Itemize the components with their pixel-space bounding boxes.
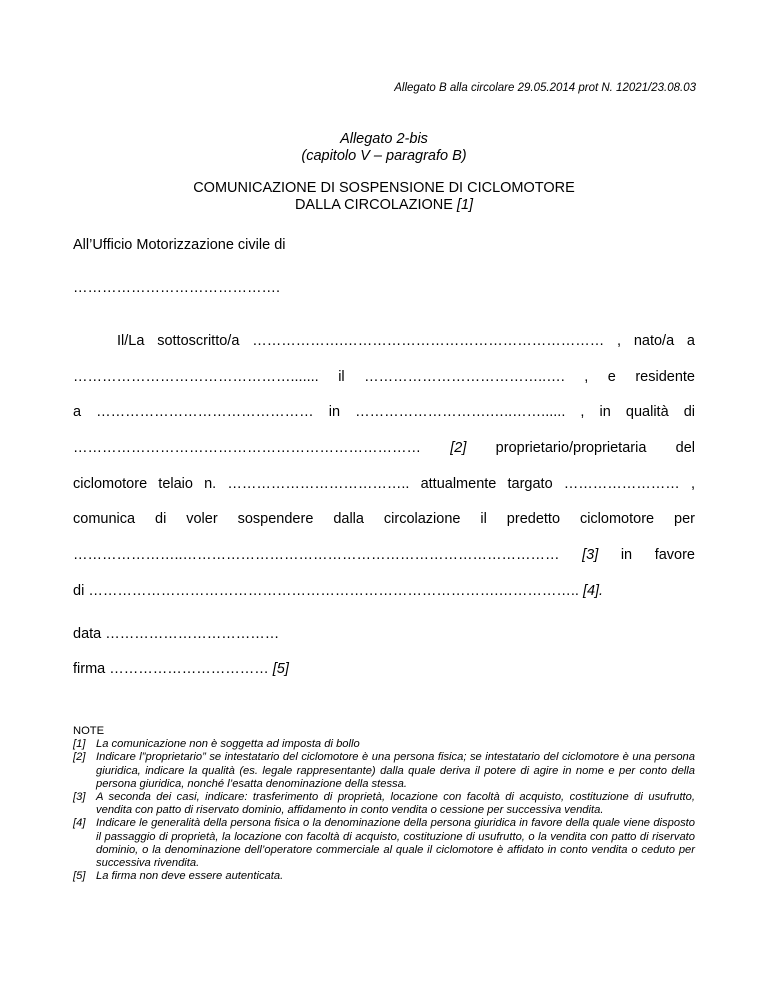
signature-line: firma …………………………… [5] <box>73 661 289 677</box>
recipient-office-blank: ……………………………………. <box>73 280 281 296</box>
body-line-1: Il/La sottoscritto/a ……………….……………………………………………… , nato/a a <box>117 333 695 349</box>
title-line-1: COMUNICAZIONE DI SOSPENSIONE DI CICLOMOTORE <box>193 180 575 196</box>
recipient-office-label: All’Ufficio Motorizzazione civile di <box>73 237 286 253</box>
note-item: [4] Indicare le generalità della persona fisica o la denominazione della persona giuridica in favore della quale viene disposto il passaggio di proprietà, la locazione con facoltà di acquisto, costituzione di usufrutto, o la vendita con patto di riservato dominio, o la denominazione dell’operatore commerciale al quale il ciclomotore è affidato in conto vendita o ceduto per successiva rivendita. <box>73 817 695 870</box>
footnote-ref-4: [4]. <box>582 583 604 599</box>
notes-section <box>73 725 695 883</box>
body-line-4: ……………………………………………………………… [2] proprietario/proprietaria del <box>73 440 696 456</box>
footnote-ref-2: [2] <box>450 440 467 456</box>
footnote-ref-1: [1] <box>456 197 474 213</box>
body-line-7: …………………..…………………………………………………………………… [3] in favore <box>73 547 695 563</box>
footnote-ref-5: [5] <box>272 661 289 677</box>
notes-title: NOTE <box>73 725 105 737</box>
body-line-3: a ……………………………………… in ……………………….…..……...... , in qualità di <box>73 404 695 420</box>
note-item: [2] Indicare l”proprietario” se intestatario del ciclomotore è una persona fisica; se intestatario del ciclomotore è una persona giuridica, indicare la qualità (es. legale rappresentante) dalla quale deriva il potere di agire in nome e per conto della persona giuridica, nonché l’esatta denominazione della stessa. <box>73 751 695 790</box>
note-item: [3] A seconda dei casi, indicare: trasferimento di proprietà, locazione con facoltà di acquisto, costituzione di usufrutto, vendita con patto di riservato dominio, affidamento in conto vendita o cessione per successiva vendita. <box>73 791 695 817</box>
document-title <box>0 180 768 214</box>
circular-reference: Allegato B alla circolare 29.05.2014 prot N. 12021/23.08.03 <box>394 82 696 94</box>
note-item: [1] La comunicazione non è soggetta ad imposta di bollo <box>73 738 360 751</box>
footnote-ref-3: [3] <box>582 547 599 563</box>
body-line-8: di ………………………………………………………………………….…………….. [4]. <box>73 583 604 599</box>
body-line-6: comunica di voler sospendere dalla circolazione il predetto ciclomotore per <box>73 511 695 527</box>
annex-number: Allegato 2-bis <box>340 131 428 147</box>
body-line-5: ciclomotore telaio n. ……………………………….. attualmente targato …………………… , <box>73 476 695 492</box>
date-line: data ……………………………… <box>73 626 280 642</box>
annex-heading <box>0 131 768 165</box>
annex-chapter: (capitolo V – paragrafo B) <box>301 148 467 164</box>
note-item: [5] La firma non deve essere autenticata. <box>73 870 284 883</box>
title-line-2: DALLA CIRCOLAZIONE [1] <box>294 197 474 213</box>
body-line-2: ………………………………………....... il ………………………………..…. , e residente <box>73 369 695 385</box>
